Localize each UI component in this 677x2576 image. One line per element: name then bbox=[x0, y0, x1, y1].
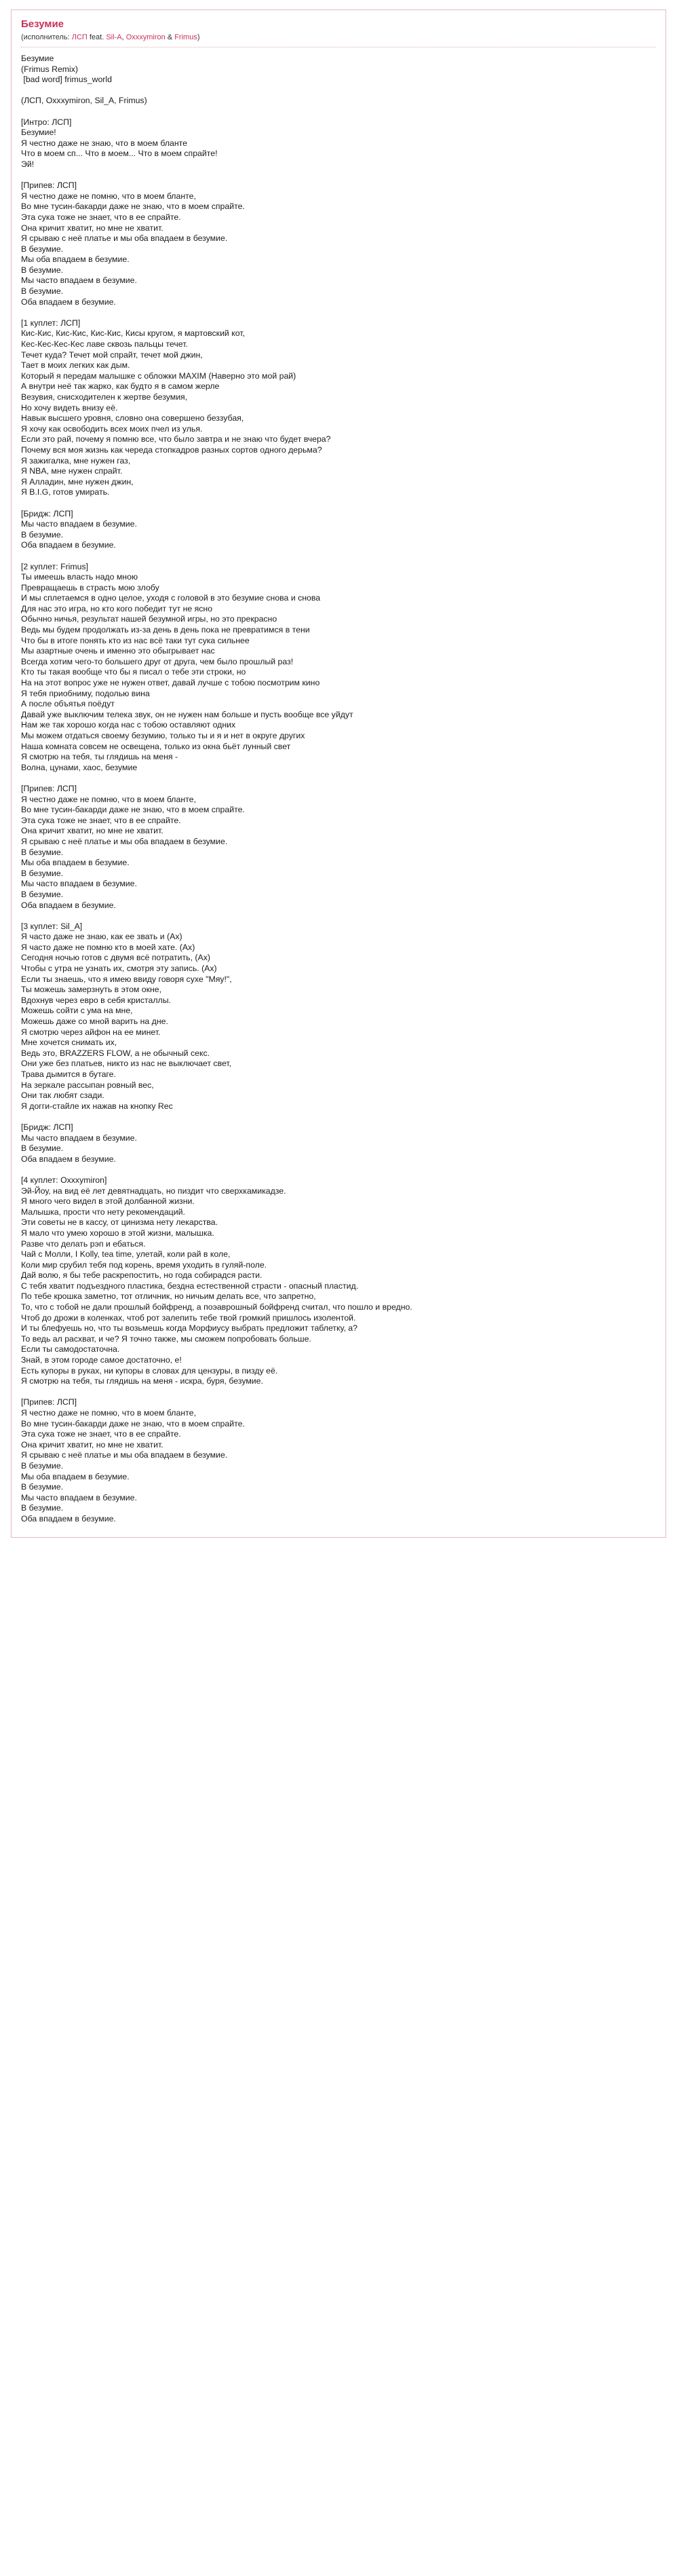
lyrics-card bbox=[11, 10, 666, 1538]
performer-label: (исполнитель: bbox=[21, 33, 70, 41]
performer-sep-3: & bbox=[165, 33, 175, 41]
page-title: Безумие bbox=[21, 18, 64, 30]
performer-close-paren: ) bbox=[197, 33, 200, 41]
performer-link-lsp[interactable]: ЛСП bbox=[71, 33, 88, 41]
performer-line bbox=[21, 33, 656, 42]
lyrics-text: Безумие (Frimus Remix) [bad word] frimus_world (ЛСП, Oxxxymiron, Sil_A, Frimus) [Интро: ЛСП] Безумие! Я честно даже не знаю, что в моем бланте Что в моем сп... Что в моем... Что в моем спрайте! Эй! [Припев: ЛСП] Я честно даже не помню, что в моем бланте, Во мне тусин-бакарди даже не знаю, что в моем спрайте. Эта сука тоже не знает, что в ее спрайте. Она кричит хватит, но мне не хватит. Я срываю с неё платье и мы оба впадаем в безумие. В безумие. Мы оба впадаем в безумие. В безумие. Мы часто впадаем в безумие. В безумие. Оба впадаем в безумие. [1 куплет: ЛСП] Кис-Кис, Кис-Кис, Кис-Кис, Кисы кругом, я мартовский кот, Кес-Кес-Кес-Кес лаве сквозь пальцы течет. Течет куда? Течет мой спрайт, течет мой джин, Тает в моих легких как дым. Который я передам малышке с обложки MAXIM (Наверно это мой рай) А внутри неё так жарко, как будто я в самом жерле Везувия, снисходителен к жертве безумия, Но хочу видеть внизу её. Навык высшего уровня, словно она совершено беззубая, Я хочу как освободить всех моих пчел из улья. Если это рай, почему я помню все, что было завтра и не знаю что будет вчера? Почему вся моя жизнь как череда стопкадров разных сортов одного дерьма? Я зажигалка, мне нужен газ, Я NBA, мне нужен спрайт. Я Алладин, мне нужен джин, Я B.I.G, готов умирать. [Бридж: ЛСП] Мы часто впадаем в безумие. В безумие. Оба впадаем в безумие. [2 куплет: Frimus] Ты имеешь власть надо мною Превращаешь в страсть мою злобу И мы сплетаемся в одно целое, уходя с головой в это безумие снова и снова Для нас это игра, но кто кого победит тут не ясно Обычно ничья, результат нашей безумной игры, но это прекрасно Ведь мы будем продолжать из-за день в день пока не превратимся в тени Что бы в итоге понять кто из нас всё таки тут сука сильнее Мы азартные очень и именно это обыгрывает нас Всегда хотим чего-то большего друг от друга, чем было прошлый раз! Кто ты такая вообще что бы я писал о тебе эти строки, но На на этот вопрос уже не нужен ответ, давай лучше с тобою посмотрим кино Я тебя приобниму, подолью вина А после объятья поёдут Давай уже выключим телека звук, он не нужен нам больше и пусть вообще все уйдут Нам же так хорошо когда нас с тобою оставляют одних Мы можем отдаться своему безумию, только ты и я и нет в округе других Наша комната совсем не освещена, только из окна бьёт лунный свет Я смотрю на тебя, ты глядишь на меня - Волна, цунами, хаос, безумие [Припев: ЛСП] Я честно даже не помню, что в моем бланте, Во мне тусин-бакарди даже не знаю, что в моем спрайте. Эта сука тоже не знает, что в ее спрайте. Она кричит хватит, но мне не хватит. Я срываю с неё платье и мы оба впадаем в безумие. В безумие. Мы оба впадаем в безумие. В безумие. Мы часто впадаем в безумие. В безумие. Оба впадаем в безумие. [3 куплет: Sil_A] Я часто даже не знаю, как ее звать и (Ах) Я часто даже не помню кто в моей хате. (Ах) Сегодня ночью готов с двумя всё потратить, (Ах) Чтобы с утра не узнать их, смотря эту запись. (Ах) Если ты знаешь, что я имею ввиду говоря сухе "Мяу!", Ты можешь замерзнуть в этом окне, Вдохнув через евро в себя кристаллы. Можешь сойти с ума на мне, Можешь даже со мной варить на дне. Я смотрю через айфон на ее минет. Мне хочется снимать их, Ведь это, BRAZZERS FLOW, а не обычный секс. Они уже без платьев, никто из нас не выключает свет, Трава дымится в бутаге. На зеркале рассыпан ровный вес, Они так любят сзади. Я догги-стайле их нажав на кнопку Rec [Бридж: ЛСП] Мы часто впадаем в безумие. В безумие. Оба впадаем в безумие. [4 куплет: Oxxxymiron] Эй-Йоу, на вид её лет девятнадцать, но пиздит что сверхкамикадзе. Я много чего видел в этой долбанной жизни. Малышка, прости что нету рекомендаций. Эти советы не в кассу, от цинизма нету лекарства. Я мало что умею хорошо в этой жизни, малышка. Разве что делать рэп и ебаться. Чай с Молли, I Kolly, tea time, улетай, коли рай в коле, Коли мир срубил тебя под корень, время уходить в гуляй-поле. Дай волю, я бы тебе раскрепостить, но года собирадся расти. С тебя хватит подъездного пластика, бездна естественной страсти - опасный пластид. По тебе крошка заметно, тот отличник, но ничьим делать все, что запретно, То, что с тобой не дали прошлый бойфренд, а поэаврошный бойфренд считал, что пошло и вредно. Чтоб до дрожи в коленках, чтоб рот залепить тебе твой громкий пришлось изолентой. И ты блефуешь но, что ты возьмешь когда Морфиусу выбрать предложит таблетку, а? То ведь ал расхват, и че? Я точно также, мы сможем попробовать больше. Если ты самодостаточна. Знай, в этом городе самое достаточно, е! Есть купоры в руках, ни купоры в словах для цензуры, в пизду её. Я смотрю на тебя, ты глядишь на меня - искра, буря, безумие. [Припев: ЛСП] Я честно даже не помню, что в моем бланте, Во мне тусин-бакарди даже не знаю, что в моем спрайте. Эта сука тоже не знает, что в ее спрайте. Она кричит хватит, но мне не хватит. Я срываю с неё платье и мы оба впадаем в безумие. В безумие. Мы оба впадаем в безумие. В безумие. Мы часто впадаем в безумие. В безумие. Оба впадаем в безумие. bbox=[21, 54, 412, 1523]
performer-link-oxxxymiron[interactable]: Oxxxymiron bbox=[125, 33, 166, 41]
performer-link-frimus[interactable]: Frimus bbox=[174, 33, 197, 41]
performer-links bbox=[72, 33, 197, 41]
divider bbox=[21, 47, 656, 48]
performer-link-sil-a[interactable]: Sil-A bbox=[106, 33, 122, 41]
performer-sep-1: feat. bbox=[87, 33, 107, 41]
performer-sep-2: , bbox=[121, 33, 126, 41]
